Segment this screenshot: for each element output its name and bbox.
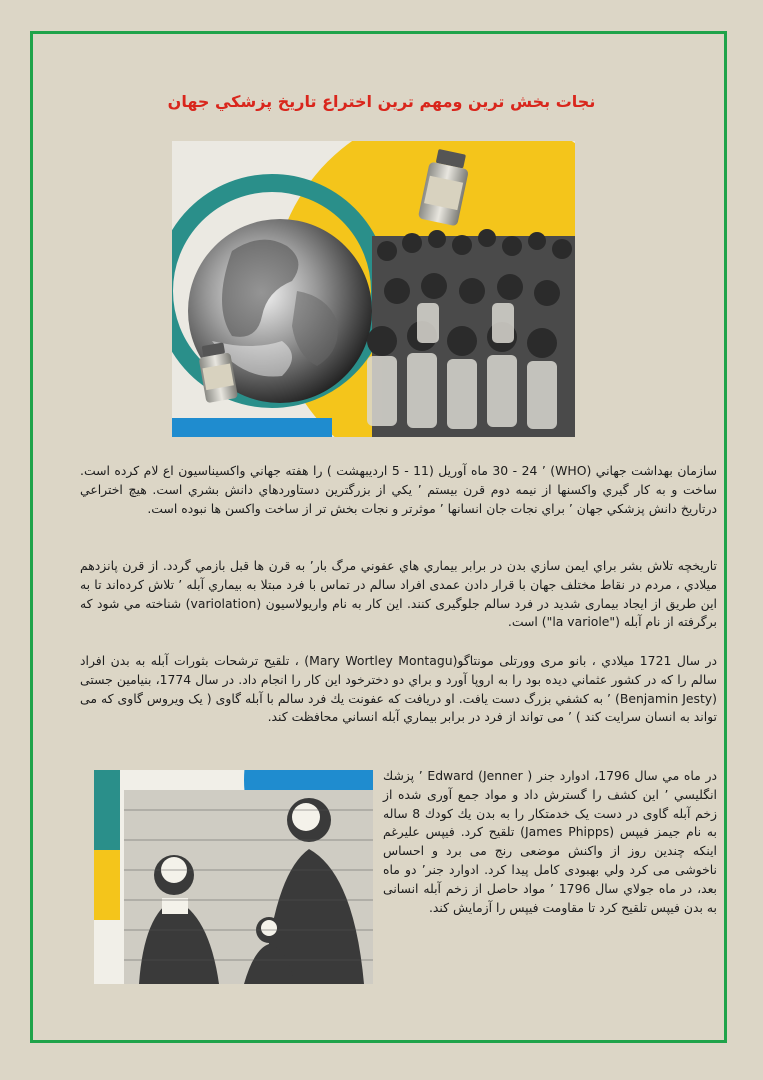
paragraph-2: تاريخچه تلاش بشر براي ايمن سازي بدن در برابر بيماري هاي عفوني مرگ بار’ به قرن ها قبل بازمي گردد. از قرن پانزدهم ميلادي ، مردم در نقاط مختلف جهان با قرار دادن عمدی افراد سالم در تماس با فرد مبتلا به بيماري آبله ’ تلاش كرده‌اند تا به اين طريق از ايجاد بيماری شديد در فرد سالم جلوگيری كنند. اين كار به نام واريولاسيون (variolation) شناخته مي شود كه برگرفته از نام آبله ("la variole") است. (80, 558, 717, 630)
crowd-of-children-image (367, 229, 575, 437)
blue-band-shape (172, 418, 332, 437)
teal-bar-shape (94, 770, 120, 850)
paragraph-4: در ماه مي سال 1796، ادوارد جنر Edward (Jenner ) ’ پزشك انگليسي ’ اين كشف را گسترش داد و مواد جمع آوری شده از زخم آبله گاوی در دست يک خدمتكار را به بدن يك كودك 8 ساله به نام جيمز فيپس (James Phipps) تلقيح كرد. فيپس عليرغم اينكه چندين روز از واكنش موضعی رنج می برد و احساس ناخوشی می كرد ولي بهبودی كامل پيدا كرد. ادوارد جنر’ دو ماه بعد، در ماه جولاي سال 1796 ’ مواد حاصل از زخم آبله انسانی به بدن فيپس تلقيح كرد تا مقاومت فيپس را آزمايش كند. (383, 768, 717, 915)
paragraph-3: در سال 1721 ميلادي ، بانو مری وورتلی مونتاگو(Mary Wortley Montagu) ، تلقيح ترشحات بثورات آبله به بدن افراد سالم را كه در كشور عثماني ديده بود را به اروپا آورد و براي دو دخترخود اين كار را انجام داد. در سال 1774، بنيامين جستی (Benjamin Jesty) ’ به كشفي بزرگ دست يافت. او دريافت كه عفونت يك فرد سالم با آبله گاوی ( يک ويروس گاوی که می تواند به انسان سرايت کند ) ’ می تواند از فرد در برابر بيماري آبله انساني محافظت كند. (80, 653, 718, 725)
yellow-bar-shape (94, 850, 120, 920)
jenner-engraving-image (94, 770, 373, 984)
page-title: نجات بخش ترين ومهم ترين اختراع تاريخ پزشكي جهان (167, 92, 596, 111)
paragraph-1: سازمان بهداشت جهاني (WHO) ’ 30 - 24 ماه آوريل (11 - 5 ارديبهشت ) را هفته جهاني واكسيناسيون اع لام کرده است. ساخت و به كار گيري واكسنها از نيمه دوم قرن بيستم ’ يكي از بزرگترين دستاوردهاي دانش بشري است. هيچ اختراعي درتاريخ دانش پزشكي جهان ’ براي نجات جان انسانها ’ موثرتر و نجات بخش تر از ساخت واكسن ها نبوده است. (80, 463, 717, 516)
engraving-figures (124, 790, 373, 984)
hero-collage-image (172, 141, 575, 437)
